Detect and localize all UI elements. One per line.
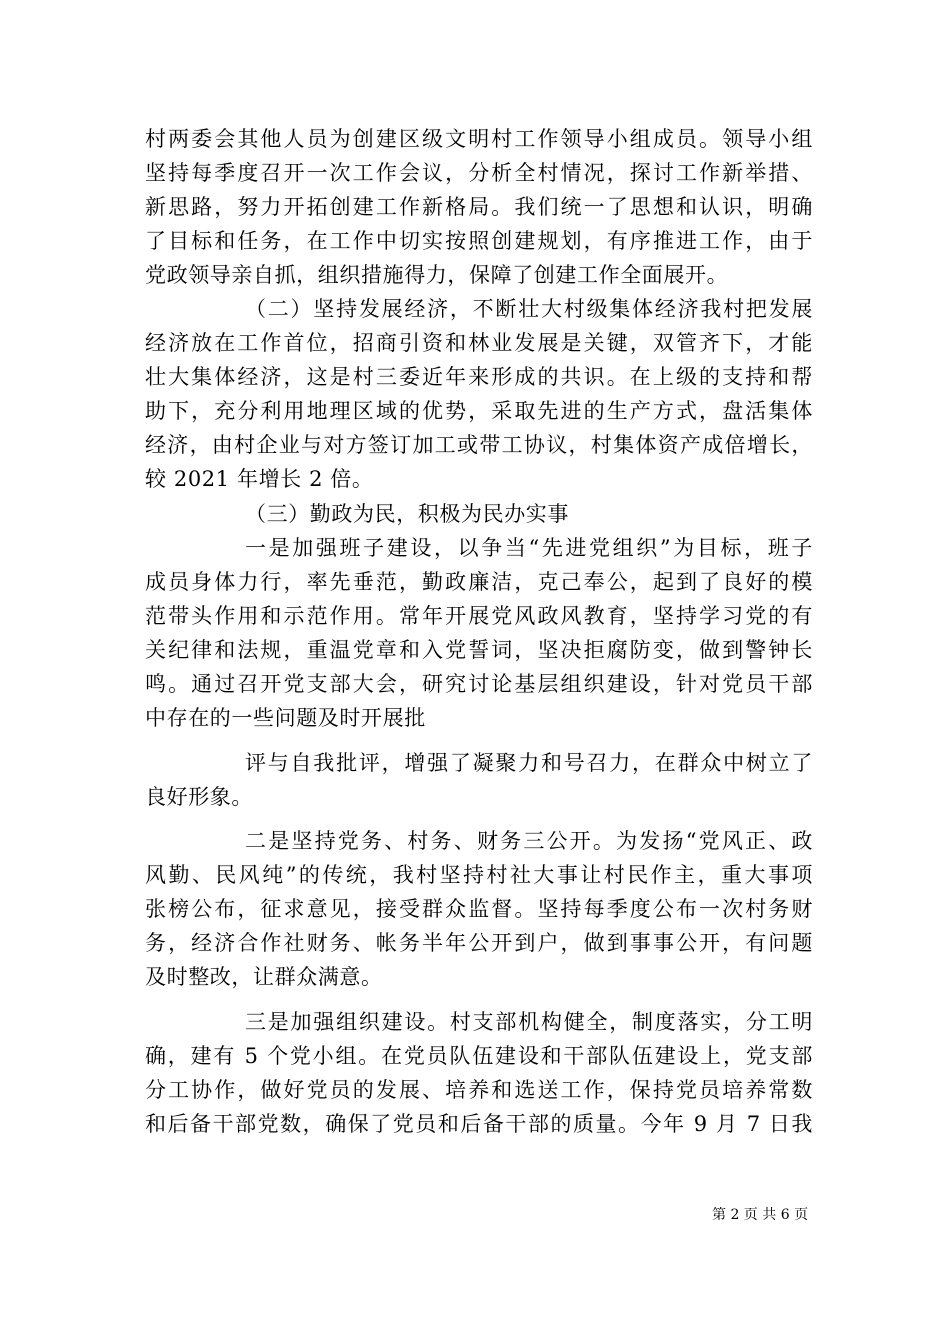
text-line: 确，建有 5 个党小组。在党员队伍建设和干部队伍建设上，党支部 — [145, 1044, 813, 1068]
text-line: 较 2021 年增长 2 倍。 — [145, 467, 374, 491]
page-number: 第 2 页 共 6 页 — [712, 1207, 809, 1223]
paragraph-start: 一是加强班子建设，以争当“先进党组织”为目标，班子 — [245, 536, 813, 560]
text-line: 张榜公布，征求意见，接受群众监督。坚持每季度公布一次村务财 — [145, 897, 813, 921]
text-line: 分工协作，做好党员的发展、培养和选送工作，保持党员培养常数 — [145, 1078, 813, 1102]
text-line: 关纪律和法规，重温党章和入党誓词，坚决拒腐防变，做到警钟长 — [145, 638, 813, 662]
text-line: 坚持每季度召开一次工作会议，分析全村情况，探讨工作新举措、 — [145, 161, 813, 185]
text-line: 成员身体力行，率先垂范，勤政廉洁，克己奉公，起到了良好的模 — [145, 570, 813, 594]
text-line: 壮大集体经济，这是村三委近年来形成的共识。在上级的支持和帮 — [145, 365, 813, 389]
text-line: 鸣。通过召开党支部大会，研究讨论基层组织建设，针对党员干部 — [145, 672, 813, 696]
text-line: 党政领导亲自抓，组织措施得力，保障了创建工作全面展开。 — [145, 263, 729, 287]
paragraph-start: 评与自我批评，增强了凝聚力和号召力，在群众中树立了 — [245, 751, 813, 775]
paragraph-start: 三是加强组织建设。村支部机构健全，制度落实，分工明 — [245, 1010, 813, 1034]
section-heading-3: （三）勤政为民，积极为民办实事 — [245, 502, 569, 526]
text-line: 良好形象。 — [145, 785, 253, 809]
text-line: 务，经济合作社财务、帐务半年公开到户，做到事事公开，有问题 — [145, 931, 813, 955]
text-line: 及时整改，让群众满意。 — [145, 965, 383, 989]
text-line: 村两委会其他人员为创建区级文明村工作领导小组成员。领导小组 — [145, 127, 813, 151]
text-line: 经济放在工作首位，招商引资和林业发展是关键，双管齐下，才能 — [145, 331, 813, 355]
text-line: 新思路，努力开拓创建工作新格局。我们统一了思想和认识，明确 — [145, 195, 813, 219]
text-line: 助下，充分利用地理区域的优势，采取先进的生产方式，盘活集体 — [145, 399, 813, 423]
text-line: 中存在的一些问题及时开展批 — [145, 706, 426, 730]
text-line: 经济，由村企业与对方签订加工或带工协议，村集体资产成倍增长， — [145, 433, 813, 457]
text-line: 风勤、民风纯”的传统，我村坚持村社大事让村民作主，重大事项 — [145, 863, 813, 887]
paragraph-start: 二是坚持党务、村务、财务三公开。为发扬“党风正、政 — [245, 829, 813, 853]
text-line: 和后备干部党数，确保了党员和后备干部的质量。今年 9 月 7 日我 — [145, 1112, 813, 1136]
text-line: 了目标和任务，在工作中切实按照创建规划，有序推进工作，由于 — [145, 229, 813, 253]
text-line: 范带头作用和示范作用。常年开展党风政风教育，坚持学习党的有 — [145, 604, 813, 628]
section-heading-2: （二）坚持发展经济，不断壮大村级集体经济我村把发展 — [245, 297, 813, 321]
